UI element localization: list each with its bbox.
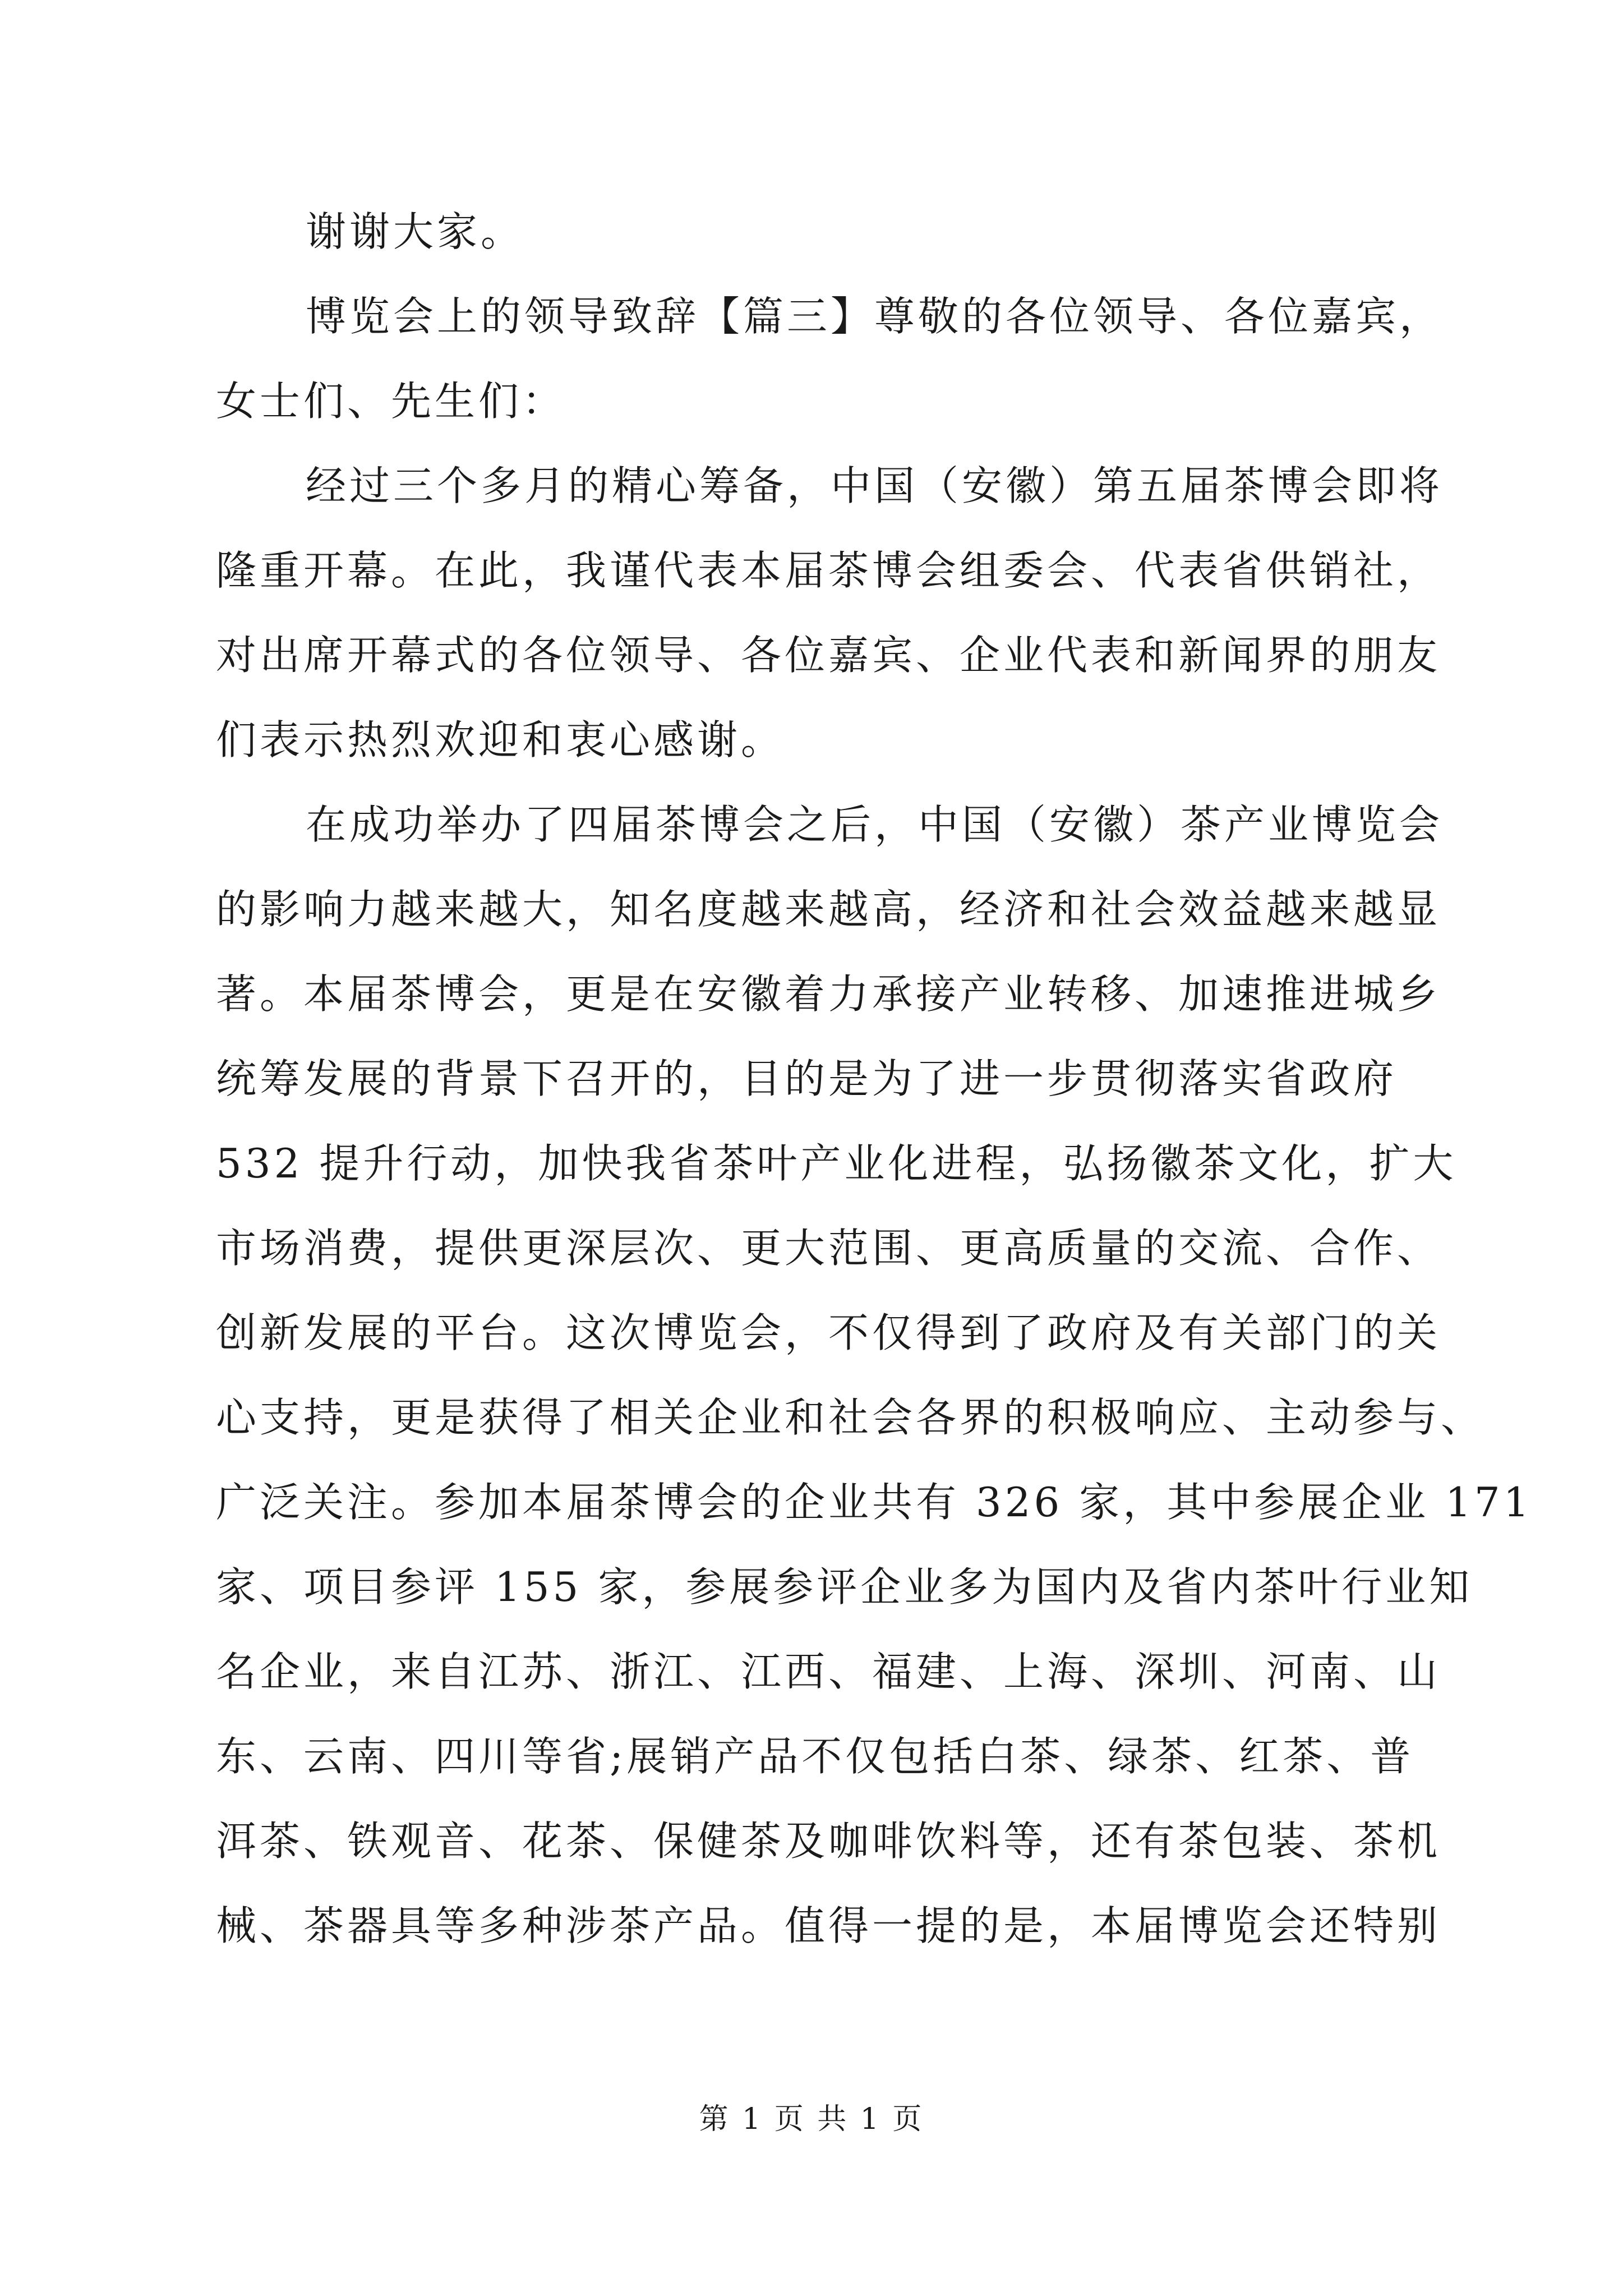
text-line: 博览会上的领导致辞【篇三】尊敬的各位领导、各位嘉宾， (306, 293, 1444, 340)
text-line: 统筹发展的背景下召开的，目的是为了进一步贯彻落实省政府 (216, 1055, 1398, 1102)
text-line: 的影响力越来越大，知名度越来越高，经济和社会效益越来越显 (216, 886, 1441, 933)
text-line: 对出席开幕式的各位领导、各位嘉宾、企业代表和新闻界的朋友 (216, 632, 1441, 679)
text-line: 创新发展的平台。这次博览会，不仅得到了政府及有关部门的关 (216, 1309, 1441, 1356)
text-line: 械、茶器具等多种涉茶产品。值得一提的是，本届博览会还特别 (216, 1902, 1441, 1949)
text-line: 在成功举办了四届茶博会之后，中国（安徽）茶产业博览会 (306, 801, 1444, 848)
text-line: 们表示热烈欢迎和衷心感谢。 (216, 716, 785, 763)
text-line: 532 提升行动，加快我省茶叶产业化进程，弘扬徽茶文化，扩大 (216, 1140, 1457, 1187)
text-line: 市场消费，提供更深层次、更大范围、更高质量的交流、合作、 (216, 1225, 1441, 1272)
text-line: 谢谢大家。 (306, 208, 525, 255)
text-line: 广泛关注。参加本届茶博会的企业共有 326 家，其中参展企业 171 (216, 1479, 1533, 1526)
text-line: 洱茶、铁观音、花茶、保健茶及咖啡饮料等，还有茶包装、茶机 (216, 1818, 1441, 1865)
text-line: 著。本届茶博会，更是在安徽着力承接产业转移、加速推进城乡 (216, 970, 1441, 1018)
text-line: 名企业，来自江苏、浙江、江西、福建、上海、深圳、河南、山 (216, 1648, 1441, 1695)
text-line: 东、云南、四川等省;展销产品不仅包括白茶、绿茶、红茶、普 (216, 1733, 1414, 1780)
document-body (216, 190, 1533, 1968)
page-number-label: 第 1 页 共 1 页 (699, 2102, 924, 2136)
text-line: 经过三个多月的精心筹备，中国（安徽）第五届茶博会即将 (306, 462, 1444, 509)
page-footer (0, 2095, 1623, 2137)
text-line: 家、项目参评 155 家，参展参评企业多为国内及省内茶叶行业知 (216, 1563, 1473, 1611)
text-line: 心支持，更是获得了相关企业和社会各界的积极响应、主动参与、 (216, 1394, 1485, 1441)
text-line: 隆重开幕。在此，我谨代表本届茶博会组委会、代表省供销社， (216, 547, 1441, 594)
text-line: 女士们、先生们： (216, 378, 566, 425)
